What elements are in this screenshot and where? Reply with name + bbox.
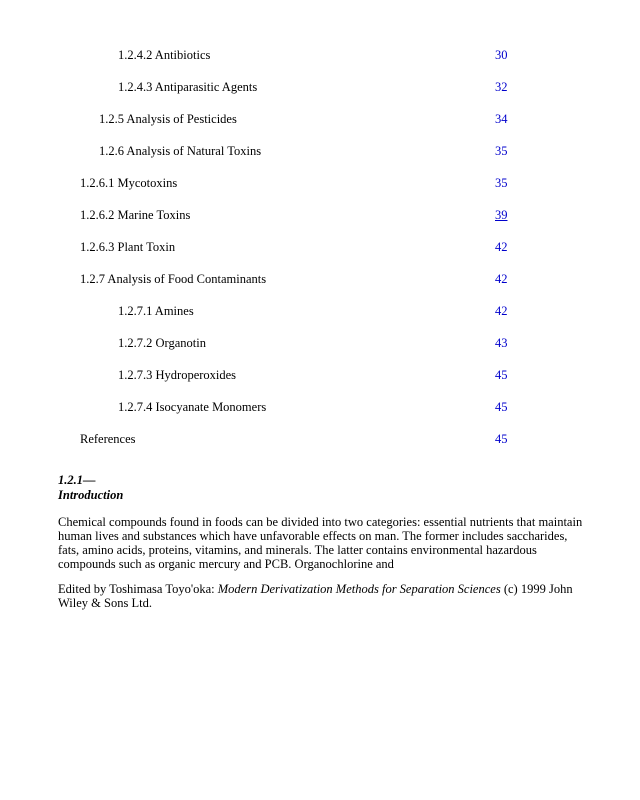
toc-label: 1.2.7.2 Organotin — [118, 336, 206, 350]
body-paragraph: Chemical compounds found in foods can be divided into two categories: essential nutrients that maintain human lives and substances which have unfavorable effects on man. The former includes saccharides, fats, amino acids, proteins, vitamins, and minerals. The latter contains environmental hazardous compounds such as organic mercury and PCB. Organochlorine and — [58, 515, 583, 571]
toc-label: 1.2.4.2 Antibiotics — [118, 48, 211, 62]
footer-credit-prefix: Edited by Toshimasa Toyo'oka: — [58, 582, 218, 596]
toc-page-link[interactable]: 34 — [495, 112, 508, 126]
toc-page-link[interactable]: 45 — [495, 368, 508, 382]
toc-page-link[interactable]: 39 — [495, 208, 508, 222]
toc-page-link[interactable]: 45 — [495, 432, 508, 446]
toc-row[interactable] — [0, 143, 640, 159]
toc-row[interactable] — [0, 79, 640, 95]
toc-label: 1.2.6.3 Plant Toxin — [80, 240, 176, 254]
toc-row[interactable] — [0, 431, 640, 447]
toc-row[interactable] — [0, 335, 640, 351]
toc-page-link[interactable]: 32 — [495, 80, 508, 94]
toc-page-link[interactable]: 35 — [495, 144, 508, 158]
toc-page-link[interactable]: 45 — [495, 400, 508, 414]
toc-row[interactable] — [0, 399, 640, 415]
toc-row[interactable] — [0, 207, 640, 223]
toc-row[interactable] — [0, 367, 640, 383]
toc-row[interactable] — [0, 111, 640, 127]
section-number: 1.2.1— — [58, 473, 96, 487]
toc-page-link[interactable]: 42 — [495, 304, 508, 318]
toc-page-link[interactable]: 35 — [495, 176, 508, 190]
toc-label: 1.2.7.1 Amines — [118, 304, 194, 318]
section-title: Introduction — [58, 488, 124, 502]
toc-label: 1.2.5 Analysis of Pesticides — [99, 112, 237, 126]
toc-label: 1.2.7.4 Isocyanate Monomers — [118, 400, 267, 414]
toc-page-link[interactable]: 42 — [495, 240, 508, 254]
toc-label: 1.2.6 Analysis of Natural Toxins — [99, 144, 262, 158]
toc-page-link[interactable]: 30 — [495, 48, 508, 62]
book-title: Modern Derivatization Methods for Separation Sciences — [217, 582, 501, 596]
toc-row[interactable] — [0, 303, 640, 319]
toc-row[interactable] — [0, 271, 640, 287]
toc-page-link[interactable]: 43 — [495, 336, 508, 350]
footer-credit-suffix: (c) 1999 John Wiley & Sons Ltd. — [58, 582, 573, 610]
toc-label: 1.2.6.1 Mycotoxins — [80, 176, 178, 190]
toc-label: 1.2.6.2 Marine Toxins — [80, 208, 191, 222]
toc-label: References — [80, 432, 136, 446]
toc-row[interactable] — [0, 175, 640, 191]
toc-row[interactable] — [0, 47, 640, 63]
toc-label: 1.2.4.3 Antiparasitic Agents — [118, 80, 258, 94]
toc-page-link[interactable]: 42 — [495, 272, 508, 286]
toc-label: 1.2.7.3 Hydroperoxides — [118, 368, 237, 382]
toc-row[interactable] — [0, 239, 640, 255]
footer-credit — [58, 582, 588, 610]
toc-label: 1.2.7 Analysis of Food Contaminants — [80, 272, 267, 286]
